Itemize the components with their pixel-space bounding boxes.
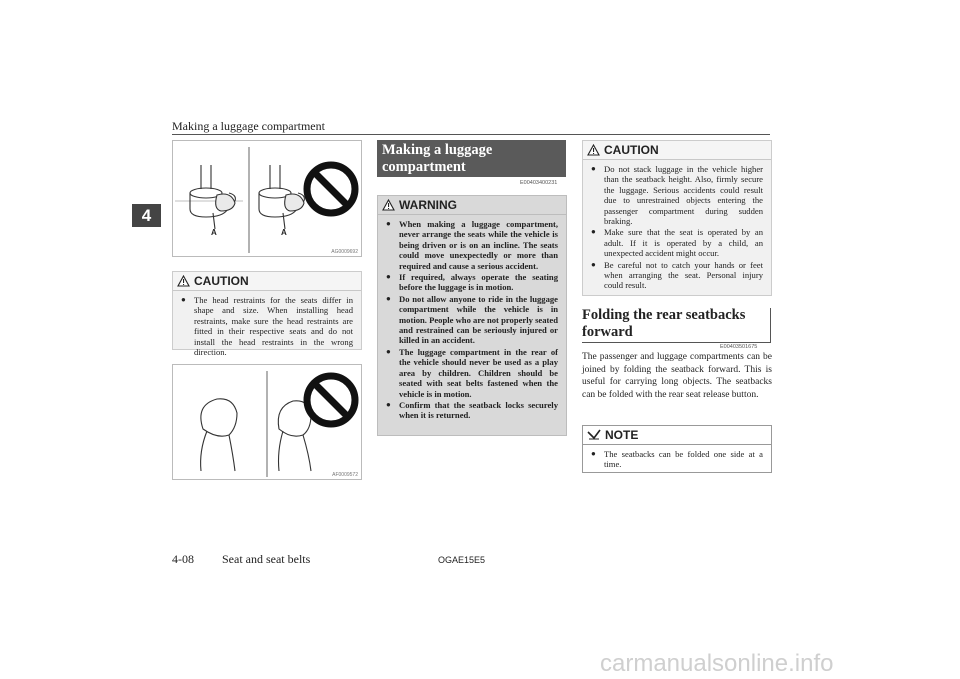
list-item: ● Be careful not to catch your hands or feet when arranging the seat. Personal injury could result. bbox=[591, 260, 763, 291]
caution-title: CAUTION bbox=[604, 143, 659, 157]
heading-rule-horizontal bbox=[582, 342, 771, 343]
body-paragraph: The passenger and luggage compartments can be joined by folding the seatback forward. This is useful for carrying long objects. The seatbacks can be folded with the rear seat release button. bbox=[582, 352, 772, 400]
head-restraint-direction-illustration bbox=[173, 365, 363, 481]
figure-label-a-right: A bbox=[281, 228, 287, 237]
running-header: Making a luggage compartment bbox=[172, 119, 325, 133]
warning-triangle-icon bbox=[382, 199, 395, 211]
note-pencil-icon bbox=[587, 429, 601, 441]
list-item: ● Confirm that the seatback locks securely when it is returned. bbox=[386, 400, 558, 421]
warning-list bbox=[378, 215, 566, 428]
heading-rule-vertical bbox=[770, 308, 771, 342]
footer-code: OGAE15E5 bbox=[438, 555, 486, 565]
figure-label-a-left: A bbox=[211, 228, 217, 237]
list-item: ● If required, always operate the seating before the luggage is in motion. bbox=[386, 272, 558, 293]
footer-chapter-title: Seat and seat belts bbox=[222, 552, 311, 566]
chapter-tab: 4 bbox=[132, 204, 161, 227]
note-title: NOTE bbox=[605, 428, 639, 442]
warning-triangle-icon bbox=[587, 144, 600, 156]
section-heading-folding: Folding the rear seatbacks forward bbox=[582, 307, 746, 340]
section-code: E00403501675 bbox=[720, 344, 758, 350]
watermark: carmanualsonline.info bbox=[600, 650, 834, 677]
list-item: ● Do not stack luggage in the vehicle higher than the seatback height. Also, firmly secure the luggage. Serious accidents could result due to unrestrained objects entering the passenger compartment during sudden braking. bbox=[591, 164, 763, 226]
caution-box-left bbox=[172, 271, 362, 358]
caution-title-bar bbox=[583, 141, 771, 160]
prohibited-sign-icon bbox=[307, 165, 355, 213]
warning-title-bar bbox=[378, 196, 566, 215]
caution-box-right bbox=[582, 140, 772, 296]
note-title-bar bbox=[583, 426, 771, 445]
header-rule bbox=[172, 134, 770, 135]
section-code: E00403400231 bbox=[520, 180, 558, 186]
list-item: ● The head restraints for the seats differ in shape and size. When installing head restraints, make sure the head restraints are fitted in their respective seats and do not install the head restraints in the wrong direction. bbox=[181, 295, 353, 357]
warning-box bbox=[377, 195, 567, 436]
page-number: 4-08 bbox=[172, 552, 194, 566]
list-item: ● Make sure that the seat is operated by an adult. If it is operated by a child, an unexpected accident might occur. bbox=[591, 227, 763, 258]
note-list bbox=[583, 445, 771, 477]
warning-triangle-icon bbox=[177, 275, 190, 287]
figure-code: AG0009692 bbox=[331, 249, 358, 255]
caution-list bbox=[173, 291, 361, 364]
warning-title: WARNING bbox=[399, 198, 457, 212]
list-item: ● Do not allow anyone to ride in the luggage compartment while the vehicle is in motion. People who are not properly seated and restrained can be seriously injured or killed in an accident. bbox=[386, 294, 558, 346]
figure-code: AF0009572 bbox=[332, 472, 358, 478]
section-title: Making a luggage compartment bbox=[377, 140, 566, 177]
caution-title: CAUTION bbox=[194, 274, 249, 288]
note-box bbox=[582, 425, 772, 473]
list-item: ● The luggage compartment in the rear of the vehicle should never be used as a play area by children. Children should be seated with seat belts fastened when the vehicle is in motion. bbox=[386, 347, 558, 399]
list-item: ● The seatbacks can be folded one side at a time. bbox=[591, 449, 763, 470]
caution-title-bar bbox=[173, 272, 361, 291]
figure-head-restraint-direction bbox=[172, 364, 362, 480]
prohibited-sign-icon bbox=[307, 376, 355, 424]
figure-head-restraint-posts bbox=[172, 140, 362, 257]
list-item: ● When making a luggage compartment, never arrange the seats while the vehicle is being driven or is on an incline. The seats could move unexpectedly or more than required and cause a serious accident. bbox=[386, 219, 558, 271]
caution-list bbox=[583, 160, 771, 298]
head-restraint-posts-illustration bbox=[173, 141, 363, 258]
